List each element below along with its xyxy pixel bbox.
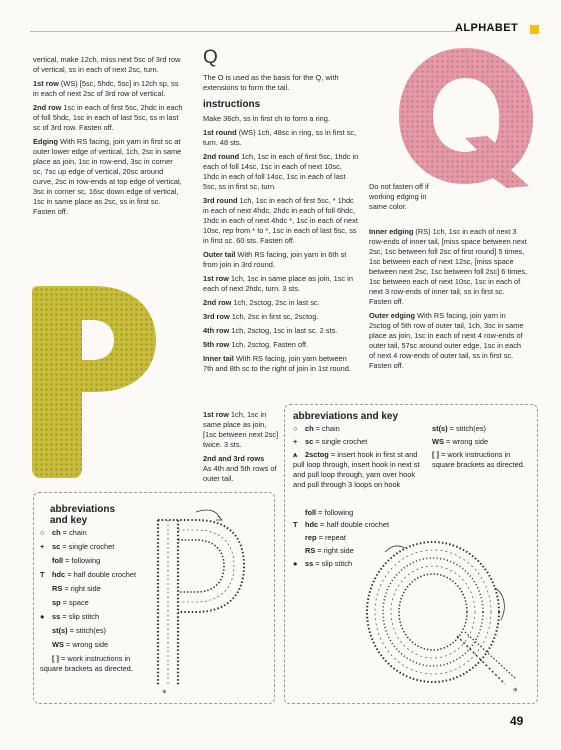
def: = chain (60, 528, 87, 537)
def: = repeat (316, 533, 346, 542)
p-intro: vertical, make 12ch, miss next 5sc of 3rd row of vertical, ss in each of next 2sc, turn. (33, 55, 181, 74)
def: = work instructions in square brackets as directed. (432, 450, 525, 469)
ie-label: Inner edging (369, 227, 414, 236)
letter-heading: Q (203, 47, 218, 68)
p-ie (369, 227, 529, 307)
p-it23 (203, 454, 281, 484)
q-key-ch (293, 424, 428, 434)
abbr: rep (305, 533, 317, 542)
q-stitch-diagram (345, 528, 535, 700)
p-key-rs (40, 584, 160, 594)
abbr: sc (305, 437, 314, 446)
ot1-text: 1ch, 1sc in same place as join, 1sc in each of next 2hdc, turn. 3 sts. (203, 274, 353, 293)
abbr: ch (305, 424, 314, 433)
svg-text:*: * (513, 687, 518, 697)
q-intro: The O is used as the basis for the Q, with extensions to form the tail. (203, 73, 339, 92)
p-r3 (203, 196, 359, 246)
accent-square-icon (530, 25, 539, 34)
p-oe (369, 311, 529, 371)
def: = right side (315, 546, 354, 555)
hdc-symbol-icon: T (293, 520, 298, 529)
row1-label: 1st row (33, 79, 59, 88)
def: = work instructions in square brackets as directed. (40, 654, 133, 673)
ot4-text: 1ch, 2sctog, 1sc in last sc. 2 sts. (229, 326, 338, 335)
p-key-ws (40, 640, 160, 650)
def: = half double crochet (318, 520, 390, 529)
abbr: RS (305, 546, 316, 555)
p-stitch-diagram (148, 508, 268, 700)
def: = wrong side (63, 640, 109, 649)
def: = space (60, 598, 89, 607)
p-row1 (33, 79, 183, 99)
ot2-label: 2nd row (203, 298, 232, 307)
p-key-heading-1: abbreviations (50, 504, 116, 515)
it23-label: 2nd and 3rd rows (203, 454, 265, 463)
crocheted-p-icon (24, 282, 164, 482)
inner-tail-rows (203, 410, 281, 484)
instructions-heading: instructions (203, 99, 261, 110)
r2-label: 2nd round (203, 152, 240, 161)
p-key-brackets (40, 654, 150, 674)
ot-label: Outer tail (203, 250, 236, 259)
right-column (369, 227, 529, 375)
q-start: Make 36ch, ss in first ch to form a ring. (203, 114, 330, 123)
it1-text: 1ch, 1sc in same place as join, [1sc between next 2sc] twice. 3 sts. (203, 410, 279, 449)
row2-text: 1sc in each of first 5sc, 2hdc in each of foll 5hdc, 1sc in each of last 5sc, ss in last sc of 3rd row. Fasten off. (33, 103, 183, 132)
ot1-label: 1st row (203, 274, 229, 283)
q-key-brackets (432, 450, 527, 470)
note-text: Do not fasten off if working edging in same color. (369, 182, 429, 211)
abbr: WS (432, 437, 444, 446)
single-crochet-symbol-icon: + (293, 437, 298, 446)
p-key-ch (40, 528, 160, 538)
def: = stitch(es) (67, 626, 107, 635)
ot5-text: 1ch, 2sctog. Fasten off. (229, 340, 309, 349)
abbr: [ ] (432, 450, 439, 459)
slip-stitch-symbol-icon: ● (293, 559, 298, 568)
p-key-sc (40, 542, 160, 552)
hdc-symbol-icon: T (40, 570, 45, 579)
p-key-sp (40, 598, 160, 608)
p-key-foll (40, 556, 160, 566)
it1-label: 1st row (203, 410, 229, 419)
p-ot1 (203, 274, 359, 294)
abbr: foll (52, 556, 64, 565)
header-rule (30, 31, 458, 32)
p-key-heading-2: and key (50, 515, 88, 526)
p-it1 (203, 410, 281, 450)
r3-label: 3rd round (203, 196, 238, 205)
r2-text: 1ch, 1sc in each of first 5sc, 1hdc in each of foll 14sc, 1sc in each of next 10sc, 1hdc in each of foll 14sc, 1sc in each of last 5sc, ss in first sc, turn. (203, 152, 359, 191)
def: = wrong side (443, 437, 489, 446)
p-key-ss (40, 612, 160, 622)
p-key-hdc (40, 570, 160, 580)
def: = single crochet (313, 437, 368, 446)
def: = insert hook in first st and pull loop through, insert hook in next st and pull loop through, yarn over hook and pull through 3 loops on hook (293, 450, 420, 489)
it23-text: As 4th and 5th rows of outer tail. (203, 464, 277, 483)
abbr: ss (52, 612, 61, 621)
p-ot3 (203, 312, 359, 322)
abbr: ch (52, 528, 61, 537)
edging-label: Edging (33, 137, 59, 146)
sc2tog-symbol-icon: ⩚ (293, 450, 298, 459)
svg-text:*: * (162, 689, 167, 699)
abbr: [ ] (52, 654, 59, 663)
r1-label: 1st round (203, 128, 237, 137)
left-column (33, 55, 183, 221)
section-title: ALPHABET (455, 22, 519, 34)
p-ot4 (203, 326, 359, 336)
abbr: 2sctog (305, 450, 329, 459)
ot3-text: 1ch, 2sc in first sc, 2sctog. (229, 312, 319, 321)
abbr: sc (52, 542, 61, 551)
p-edging (33, 137, 183, 217)
chain-symbol-icon: ○ (293, 424, 298, 433)
ot4-label: 4th row (203, 326, 230, 335)
def: = following (316, 508, 354, 517)
slip-stitch-symbol-icon: ● (40, 612, 45, 621)
q-key-2sctog (293, 450, 428, 490)
abbr: st(s) (432, 424, 448, 433)
ot5-label: 5th row (203, 340, 230, 349)
def: = slip stitch (313, 559, 353, 568)
page-number: 49 (510, 714, 524, 728)
chain-symbol-icon: ○ (40, 528, 45, 537)
oe-text: With RS facing, join yarn in 2sctog of 5th row of outer tail, 1ch, 3sc in same place as join, 1sc in each of next 4 row-ends of outer tail, 57sc around outer edge, 1sc in each of next 4 row-ends of outer tail, ss in first sc. Fasten off. (369, 311, 524, 370)
abbr: ss (305, 559, 314, 568)
p-it (203, 354, 359, 374)
abbr: hdc (305, 520, 319, 529)
def: = following (63, 556, 101, 565)
p-r2 (203, 152, 359, 192)
oe-label: Outer edging (369, 311, 415, 320)
row1-text: (WS) [5sc, 5hdc, 5sc] in 12ch sp, ss in each of next 2sc of 3rd row of vertical. (33, 79, 179, 98)
it-label: Inner tail (203, 354, 234, 363)
ot-text: With RS facing, join yarn in 6th st from join in 3rd round. (203, 250, 347, 269)
def: = half double crochet (65, 570, 137, 579)
p-ot2 (203, 298, 359, 308)
abbr: WS (52, 640, 64, 649)
q-key-sts (432, 424, 527, 434)
r3-text: 1ch, 1sc in each of first 5sc, * 1hdc in each of next 4hdc, 2hdc in each of foll 6hdc, 1hdc in each of next 4hdc *, 1sc in each of next 10sc, rep from * to *, 1sc in each of last 5sc, ss in first sc. 60 sts. Fasten off. (203, 196, 358, 245)
def: = right side (62, 584, 101, 593)
p-key-sts (40, 626, 160, 636)
ot2-text: 1ch, 2sctog, 2sc in last sc. (231, 298, 320, 307)
q-key-foll (293, 508, 428, 518)
q-key-heading: abbreviations and key (293, 411, 399, 422)
def: = chain (313, 424, 340, 433)
edging-text: With RS facing, join yarn in first sc at outer lower edge of vertical, 1ch, 2sc in same place as join, 1sc in row-end, 3sc in corner sc, 7sc up edge of vertical, 20sc around curve, 2sc in row-ends at top edge of vertical, 3sc in corner sc, 16sc down edge of vertical, 1sc in same place as 2sc, ss in first sc. Fasten off. (33, 137, 182, 216)
single-crochet-symbol-icon: + (40, 542, 45, 551)
q-key-sc (293, 437, 428, 447)
abbr: RS (52, 584, 63, 593)
p-ot5 (203, 340, 359, 350)
def: = single crochet (60, 542, 115, 551)
p-row2 (33, 103, 183, 133)
q-key-ws (432, 437, 527, 447)
crocheted-q-icon (395, 44, 537, 192)
abbr: st(s) (52, 626, 68, 635)
def: = stitch(es) (447, 424, 487, 433)
ot3-label: 3rd row (203, 312, 230, 321)
abbr: foll (305, 508, 317, 517)
p-r1 (203, 128, 359, 148)
ie-text: (RS) 1ch, 1sc in each of next 3 row-ends of inner tail, [miss space between next 2sc, 1sc between foll 2sc of first round] 5 times, 1sc between each of next 12sc, [miss space between next 2sc, 1sc between foll 2sc] 6 times, 1sc between each of next 10sc, 1sc in each of next 3 row-ends of inner tail, ss in first sc. Fasten off. (369, 227, 528, 306)
r1-text: (WS) 1ch, 48sc in ring, ss in first sc, turn. 48 sts. (203, 128, 357, 147)
it-text: With RS facing, join yarn between 7th and 8th sc to the right of join in 1st round. (203, 354, 351, 373)
abbr: sp (52, 598, 61, 607)
abbr: hdc (52, 570, 66, 579)
row2-label: 2nd row (33, 103, 62, 112)
def: = slip stitch (60, 612, 100, 621)
middle-column (203, 48, 359, 378)
p-ot (203, 250, 359, 270)
